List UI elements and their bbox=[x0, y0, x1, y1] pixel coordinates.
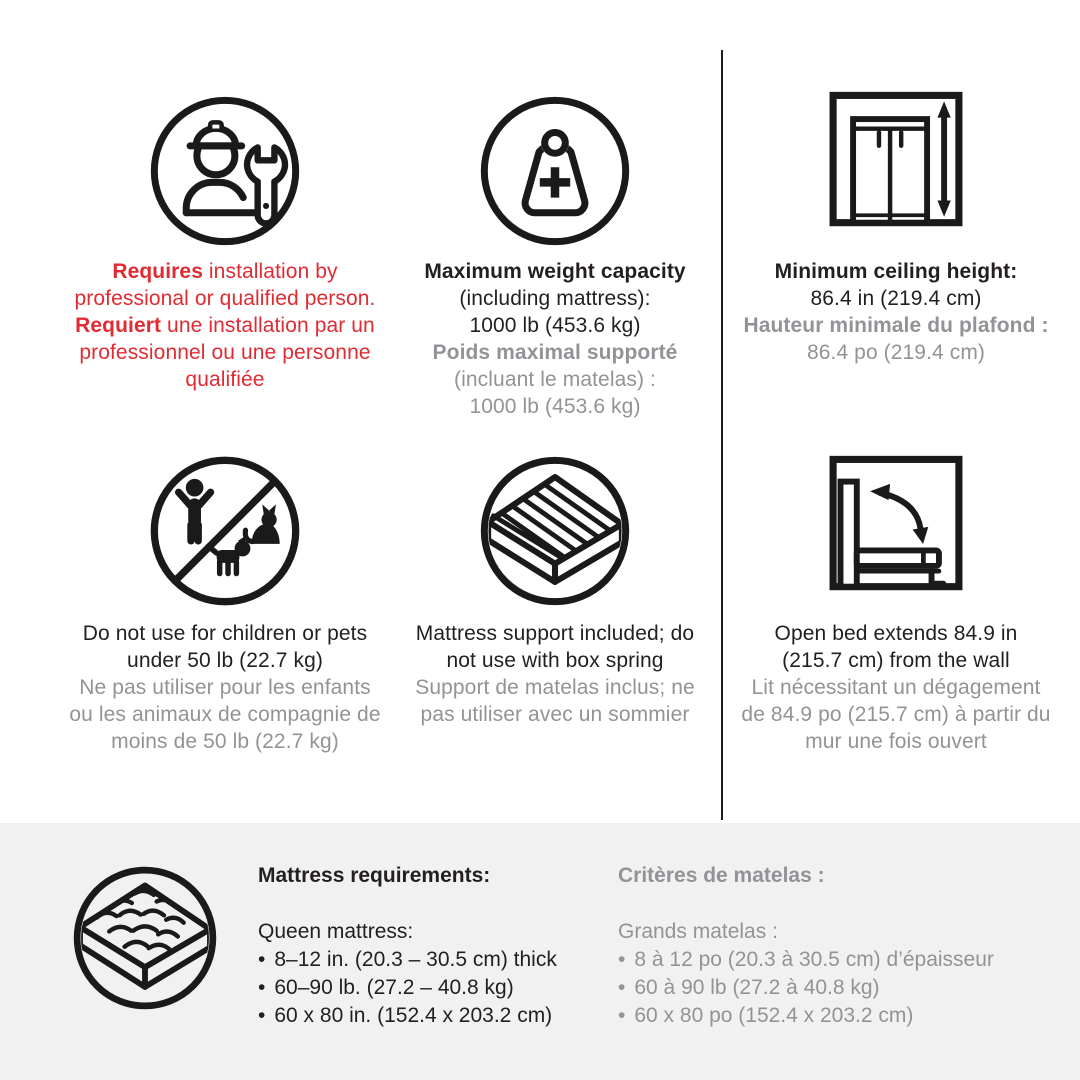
no-children-pets-text bbox=[69, 620, 380, 755]
open-bed-block bbox=[726, 452, 1066, 755]
text-line: pas utiliser avec un sommier bbox=[420, 703, 690, 726]
open-bed-fr bbox=[741, 674, 1050, 755]
text-line: mur une fois ouvert bbox=[805, 730, 987, 753]
bullet-dot: • bbox=[258, 976, 266, 999]
no-children-pets-icon bbox=[149, 455, 301, 607]
no-children-pets-en bbox=[69, 620, 380, 674]
text-line: (215.7 cm) from the wall bbox=[782, 649, 1010, 672]
text-line: not use with box spring bbox=[446, 649, 664, 672]
ceiling-height-fr bbox=[743, 312, 1048, 366]
text-line: professional or qualified person. bbox=[74, 287, 376, 310]
text-line: Requires installation by bbox=[112, 260, 338, 283]
criteres-matelas-heading: Critères de matelas : bbox=[618, 864, 825, 887]
grands-matelas-subheading: Grands matelas : bbox=[618, 920, 778, 943]
mattress-requirements-band bbox=[0, 823, 1080, 1080]
text-line: 86.4 in (219.4 cm) bbox=[810, 287, 982, 310]
max-weight-text bbox=[424, 258, 685, 420]
text-line: moins de 50 lb (22.7 kg) bbox=[111, 730, 339, 753]
mattress-requirements-heading: Mattress requirements: bbox=[258, 864, 491, 887]
text-line: Maximum weight capacity bbox=[424, 260, 686, 283]
text-line: (including mattress): bbox=[459, 287, 651, 310]
bullet-dot: • bbox=[258, 1004, 266, 1027]
ceiling-height-en bbox=[743, 258, 1048, 312]
mattress-support-en bbox=[415, 620, 695, 674]
bullet-dot: • bbox=[618, 1004, 626, 1027]
mattress-icon bbox=[72, 865, 218, 1011]
open-bed-en bbox=[741, 620, 1050, 674]
list-item: • 60 à 90 lb (27.2 à 40.8 kg) bbox=[618, 976, 880, 999]
mattress-support-block bbox=[390, 455, 720, 728]
list-item: • 60 x 80 po (152.4 x 203.2 cm) bbox=[618, 1004, 914, 1027]
installation-text bbox=[75, 258, 376, 393]
text-line: Poids maximal supporté bbox=[432, 341, 678, 364]
text-line: Mattress support included; do bbox=[415, 622, 695, 645]
open-bed-icon bbox=[822, 452, 970, 600]
list-item: • 8 à 12 po (20.3 à 30.5 cm) d’épaisseur bbox=[618, 948, 994, 971]
installation-block bbox=[40, 95, 410, 393]
text-line: 1000 lb (453.6 kg) bbox=[469, 314, 641, 337]
max-weight-fr bbox=[424, 339, 685, 420]
text-line: Requiert une installation par un bbox=[75, 314, 375, 337]
text-line: Lit nécessitant un dégagement bbox=[751, 676, 1041, 699]
mattress-support-text bbox=[415, 620, 695, 728]
vertical-divider bbox=[721, 50, 723, 820]
weight-icon bbox=[479, 95, 631, 247]
text-line: (incluant le matelas) : bbox=[454, 368, 656, 391]
text-line: Support de matelas inclus; ne bbox=[415, 676, 695, 699]
text-line: de 84.9 po (215.7 cm) à partir du bbox=[741, 703, 1051, 726]
max-weight-en bbox=[424, 258, 685, 339]
text-line: Open bed extends 84.9 in bbox=[774, 622, 1018, 645]
bullet-dot: • bbox=[618, 976, 626, 999]
no-children-pets-fr bbox=[69, 674, 380, 755]
text-line: qualifiée bbox=[185, 368, 265, 391]
queen-mattress-subheading: Queen mattress: bbox=[258, 920, 414, 943]
bullet-dot: • bbox=[618, 948, 626, 971]
bullet-dot: • bbox=[258, 948, 266, 971]
no-children-pets-block bbox=[40, 455, 410, 755]
installer-icon bbox=[149, 95, 301, 247]
text-line: 86.4 po (219.4 cm) bbox=[806, 341, 986, 364]
text-line: Hauteur minimale du plafond : bbox=[743, 314, 1049, 337]
list-item: • 60 x 80 in. (152.4 x 203.2 cm) bbox=[258, 1004, 553, 1027]
text-line: Do not use for children or pets bbox=[82, 622, 368, 645]
text-line: ou les animaux de compagnie de bbox=[69, 703, 381, 726]
mattress-requirements-fr bbox=[618, 862, 994, 1030]
text-line: Minimum ceiling height: bbox=[774, 260, 1018, 283]
text-line: under 50 lb (22.7 kg) bbox=[127, 649, 323, 672]
ceiling-height-icon bbox=[822, 88, 970, 236]
list-item: • 8–12 in. (20.3 – 30.5 cm) thick bbox=[258, 948, 557, 971]
ceiling-height-text bbox=[743, 258, 1048, 366]
slatted-base-icon bbox=[479, 455, 631, 607]
open-bed-text bbox=[741, 620, 1050, 755]
text-line: Ne pas utiliser pour les enfants bbox=[79, 676, 371, 699]
mattress-requirements-en bbox=[258, 862, 557, 1030]
ceiling-height-block bbox=[726, 88, 1066, 366]
text-line: 1000 lb (453.6 kg) bbox=[469, 395, 641, 418]
text-line: professionnel ou une personne bbox=[79, 341, 371, 364]
mattress-support-fr bbox=[415, 674, 695, 728]
max-weight-block bbox=[390, 95, 720, 420]
list-item: • 60–90 lb. (27.2 – 40.8 kg) bbox=[258, 976, 514, 999]
